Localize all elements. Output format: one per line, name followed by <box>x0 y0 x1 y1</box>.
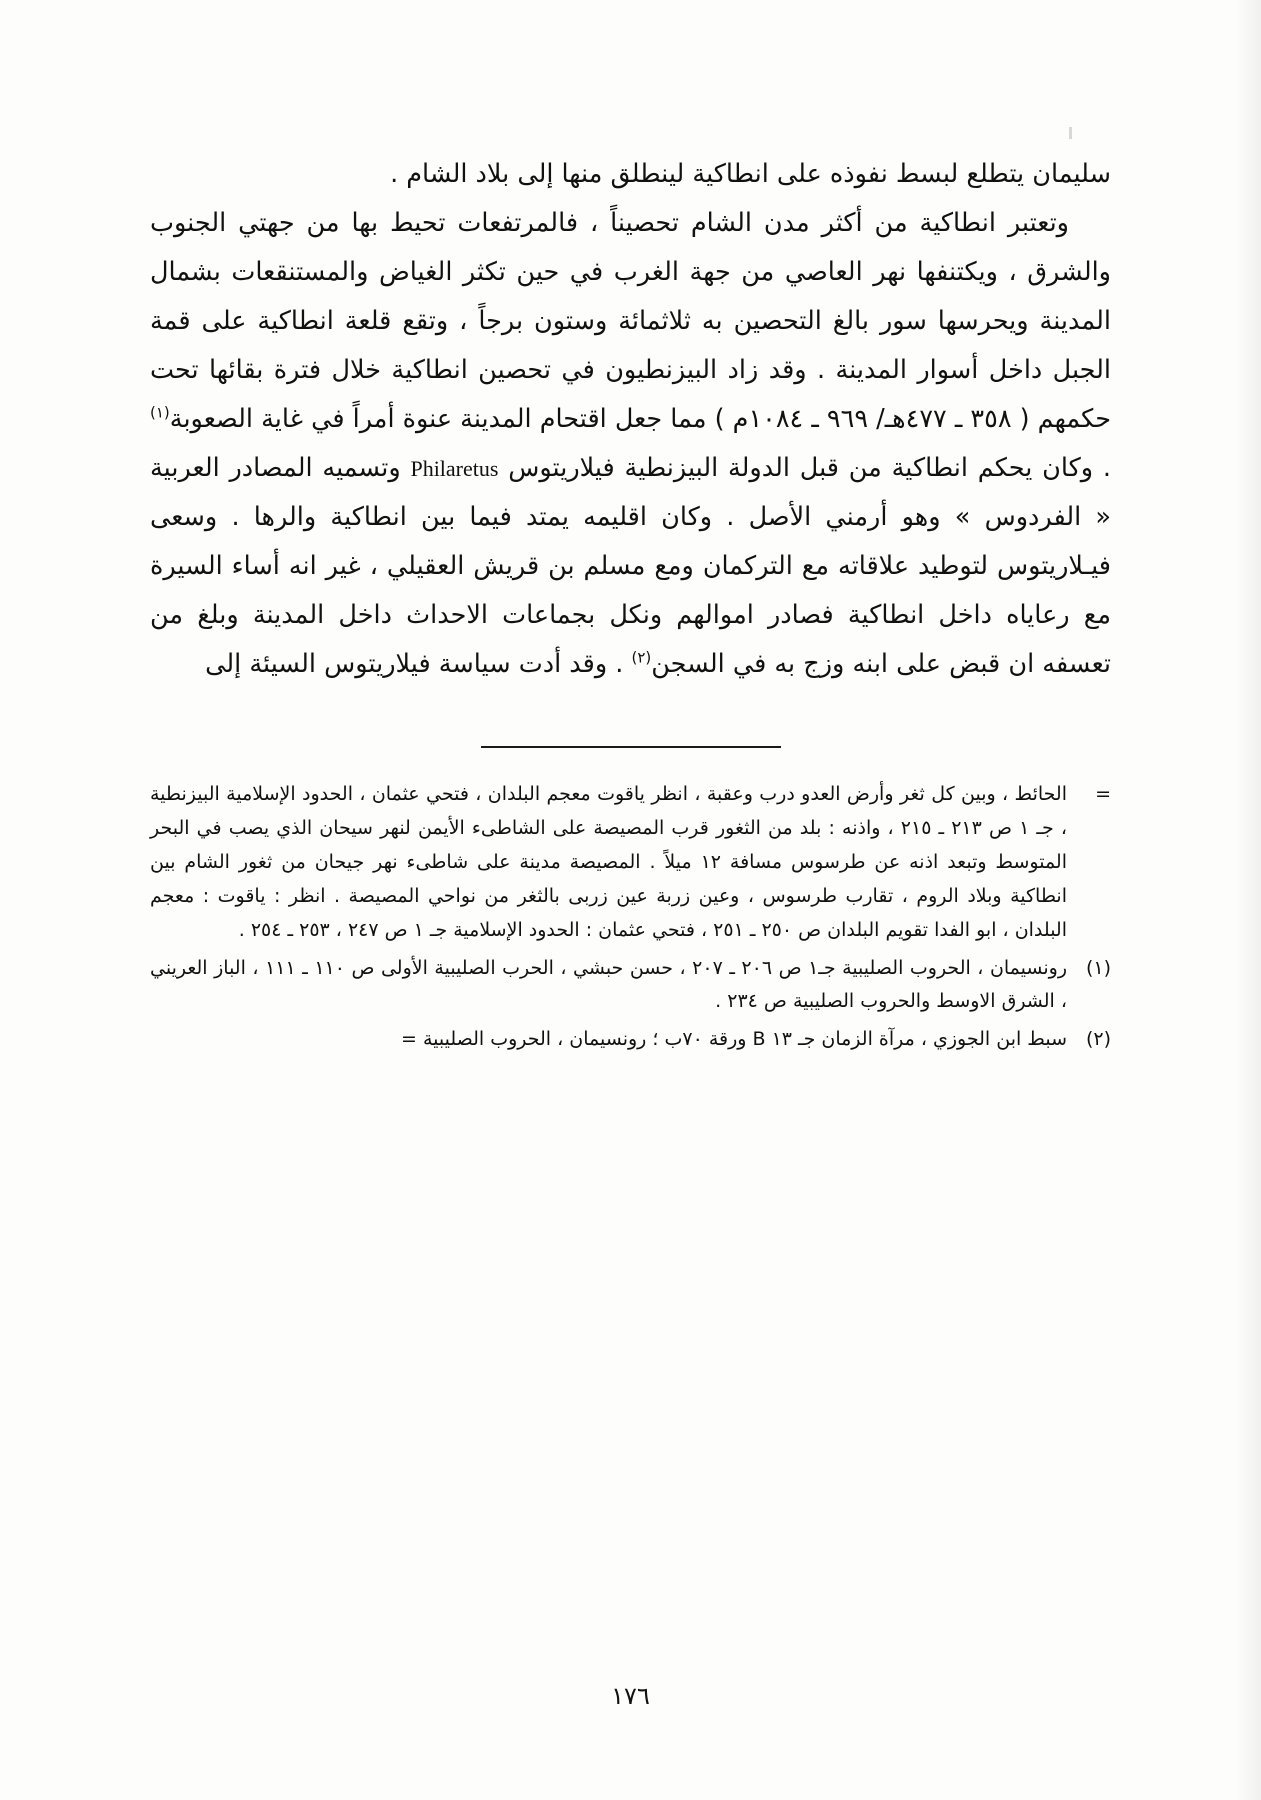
paragraph-2-part-2: . وكان يحكم انطاكية من قبل الدولة البيزنطية فيلاريتوس <box>498 452 1111 483</box>
footnote-marker: (٢) <box>1085 1028 1111 1051</box>
paragraph-2 <box>150 199 1111 689</box>
footnote-text: رونسيمان ، الحروب الصليبية جـ١ ص ٢٠٦ ـ ٢٠٧ ، حسن حبشي ، الحرب الصليبية الأولى ص ١١٠ ـ ١١١ ، الباز العريني ، الشرق الاوسط والحروب الصليبية ص ٢٣٤ . <box>150 956 1067 1013</box>
page-content-area <box>150 150 1111 1740</box>
page-number: ١٧٦ <box>611 1682 650 1710</box>
scan-speck-top <box>1069 127 1072 139</box>
footnotes-section <box>150 778 1111 1057</box>
footnote-text: الحائط ، وبين كل ثغر وأرض العدو درب وعقبة ، انظر ياقوت معجم البلدان ، فتحي عثمان ، الحدود الإسلامية البيزنطية ، جـ ١ ص ٢١٣ ـ ٢١٥ ، واذنه : بلد من الثغور قرب المصيصة على الشاطىء الأيمن لنهر سيحان الذي يصب في البحر المتوسط وتبعد اذنه عن طرسوس مسافة ١٢ ميلاً . المصيصة مدينة على شاطىء نهر جيحان من ثغور الشام بين انطاكية وبلاد الروم ، تقارب طرسوس ، وعين زربة عين زربى بالثغر من نواحي المصيصة . انظر : ياقوت : معجم البلدان ، ابو الفدا تقويم البلدان ص ٢٥٠ ـ ٢٥١ ، فتحي عثمان : الحدود الإسلامية جـ ١ ص ٢٤٧ ، ٢٥٣ ـ ٢٥٤ . <box>150 783 1067 941</box>
footnote-item <box>150 1023 1111 1057</box>
footnote-ref-1: (١) <box>150 403 170 422</box>
footnote-ref-2: (٢) <box>631 648 652 667</box>
footnote-separator-rule <box>481 746 781 748</box>
footnote-item <box>150 952 1111 1020</box>
paragraph-2-part-4: . وقد أدت سياسة فيلاريتوس السيئة إلى <box>205 648 632 679</box>
paragraph-1-text: سليمان يتطلع لبسط نفوذه على انطاكية لينطلق منها إلى بلاد الشام . <box>390 159 1111 189</box>
latin-name-philaretus: Philaretus <box>410 455 499 481</box>
paragraph-1 <box>150 150 1111 199</box>
paragraph-2-part-1: وتعتبر انطاكية من أكثر مدن الشام تحصيناً ، فالمرتفعات تحيط بها من جهتي الجنوب والشرق ، ويكتنفها نهر العاصي من جهة الغرب في حين تكثر الغياض والمستنقعات بشمال المدينة ويحرسها سور بالغ التحصين به ثلاثمائة وستون برجاً ، وتقع قلعة انطاكية على قمة الجبل داخل أسوار المدينة . وقد زاد البيزنطيون في تحصين انطاكية خلال فترة بقائها تحت حكمهم ( ٣٥٨ ـ ٤٧٧هـ/ ٩٦٩ ـ ١٠٨٤م ) مما جعل اقتحام المدينة عنوة أمراً في غاية الصعوبة <box>150 207 1111 434</box>
main-body-text <box>150 150 1111 688</box>
footnote-marker: = <box>1095 783 1111 806</box>
page-edge-shading <box>1235 0 1261 1800</box>
footnote-text: سبط ابن الجوزي ، مرآة الزمان جـ ١٣ B ورقة ٧٠ب ؛ رونسيمان ، الحروب الصليبية = <box>400 1028 1067 1051</box>
footnote-item <box>150 778 1111 947</box>
paragraph-2-part-3: وتسميه المصادر العربية « الفردوس » وهو أرمني الأصل . وكان اقليمه يمتد فيما بين انطاكية والرها . وسعى فيـلاريتوس لتوطيد علاقاته مع التركمان ومع مسلم بن قريش العقيلي ، غير انه أساء السيرة مع رعاياه داخل انطاكية فصادر اموالهم ونكل بجماعات الاحداث داخل المدينة وبلغ من تعسفه ان قبض على ابنه وزج به في السجن <box>150 452 1111 679</box>
footnote-marker: (١) <box>1085 956 1111 979</box>
